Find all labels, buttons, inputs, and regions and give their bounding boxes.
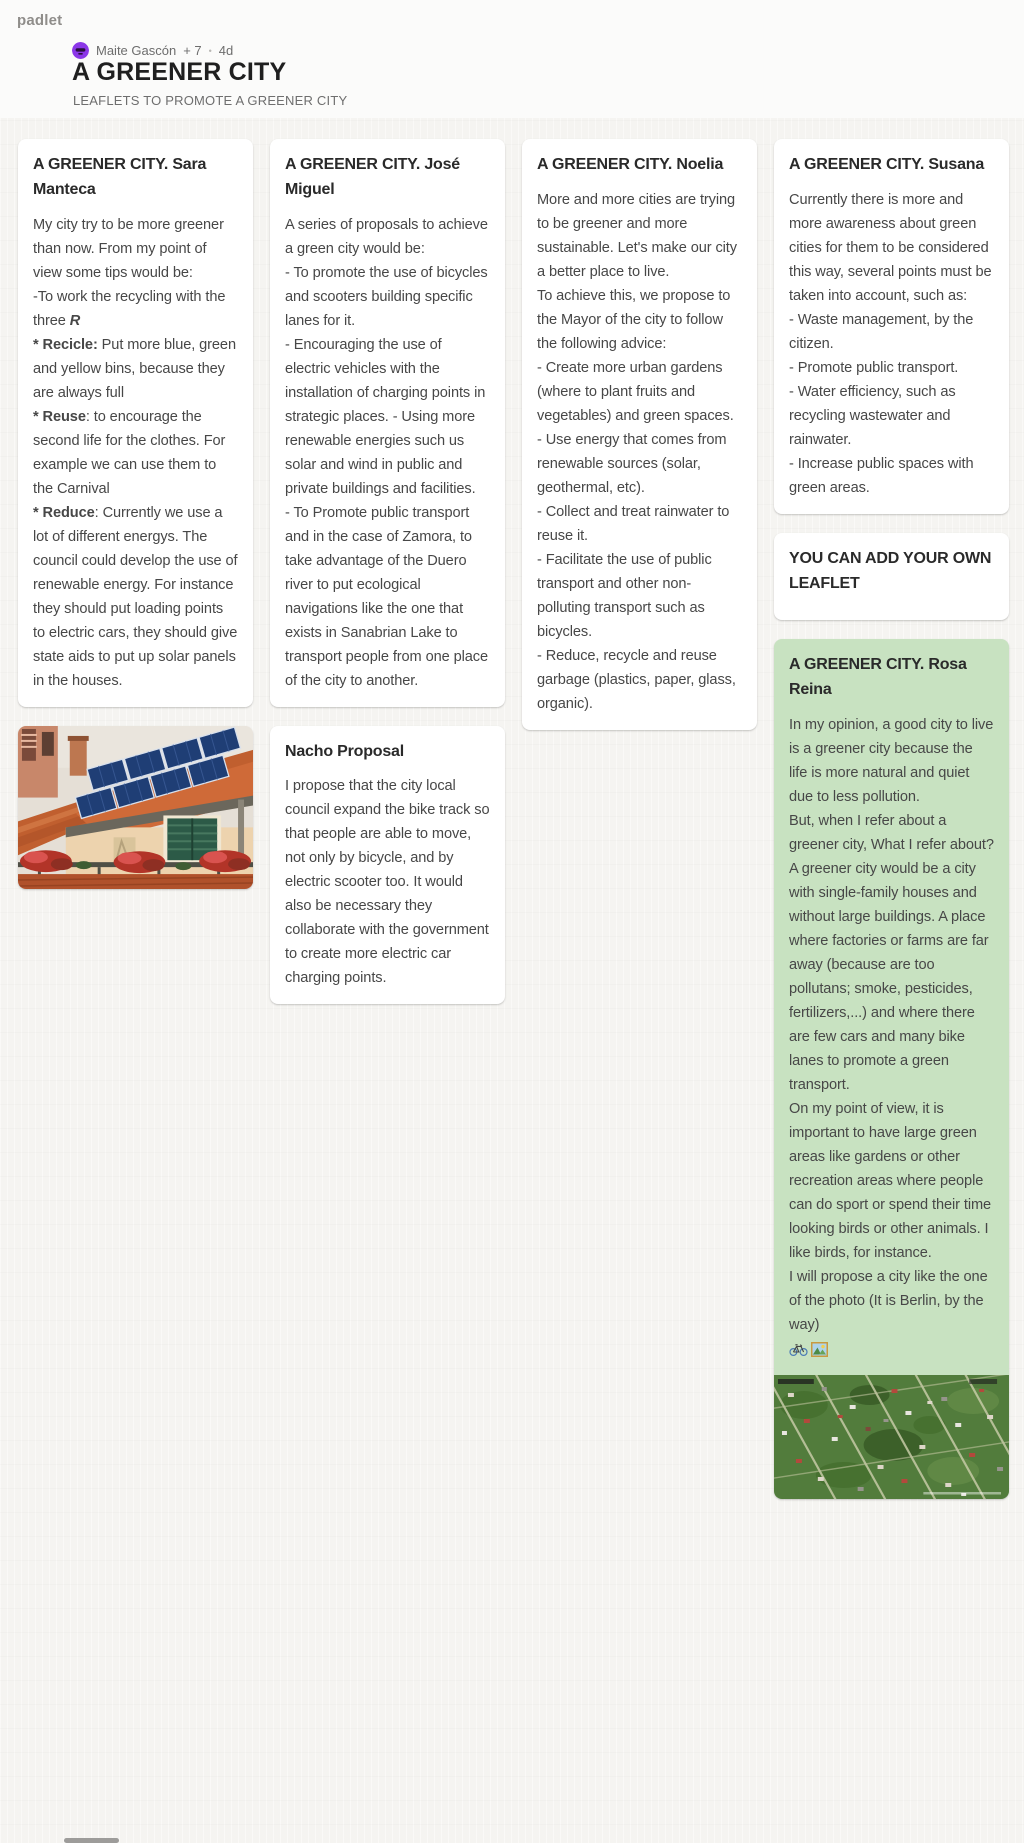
post-title: Nacho Proposal <box>285 742 405 760</box>
author-name[interactable]: Maite Gascón <box>96 43 177 58</box>
post-body: My city try to be more greener than now. From my point of view some tips would be: -To work the recycling with the three R * Recicle: Put more blue, green and yellow bins, because they are always full * Reuse: to encourage the second life for the clothes. For example we can use them to the Carnival * Reduce: Currently we use a lot of different energys. The council could develop the use of renewable energy. For instance they should put loading points to electric cars, they should give state aids to put up solar panels in the houses. <box>33 216 238 689</box>
board-subtitle: LEAFLETS TO PROMOTE A GREENER CITY <box>73 93 348 108</box>
author-row <box>72 42 233 59</box>
padlet-logo[interactable]: padlet <box>17 12 63 29</box>
post-body: A series of proposals to achieve a green city would be: - To promote the use of bicycles and scooters building specific lanes for it. - Encouraging the use of electric vehicles with the installation of charging points in strategic places. - Using more renewable energies such us solar and wind in public and private buildings and facilities. - To Promote public transport and in the case of Zamora, to take advantage of the Duero river to put ecological navigations like the one that exists in Sanabrian Lake to transport people from one place of the city to another. <box>285 216 488 689</box>
post-title: YOU CAN ADD YOUR OWN LEAFLET <box>789 549 992 592</box>
post-body: In my opinion, a good city to live is a greener city because the life is more natural and quiet due to less pollution. But, when I refer about a greener city, What I refer about? A greener city would be a city with single-family houses and without large buildings. A place where factories or farms are far away (because are too pollutans; smoke, pesticides, fertilizers,...) and where there are few cars and many bike lanes to promote a green transport. On my point of view, it is important to have large green areas like gardens or other recreation areas where people can do sport or spend their time looking birds or other animals. I like birds, for instance. I will propose a city like the one of the photo (It is Berlin, by the way) <box>789 716 994 1333</box>
board-title: A GREENER CITY <box>72 58 287 86</box>
post-title: A GREENER CITY. José Miguel <box>285 156 461 198</box>
horizontal-scrollbar-thumb[interactable] <box>64 1838 119 1843</box>
board-columns <box>18 139 1009 1499</box>
contributors-count[interactable]: + 7 <box>183 43 202 58</box>
framed-landscape-icon <box>811 1342 828 1357</box>
post-jose-miguel[interactable] <box>270 139 505 707</box>
post-title: A GREENER CITY. Sara Manteca <box>33 156 207 198</box>
post-body: Currently there is more and more awareness about green cities for them to be considered this way, several points must be taken into account, such as: - Waste management, by the citizen. - Promote public transport. - Water efficiency, such as recycling wastewater and rainwater. - Increase public spaces with green areas. <box>789 191 992 496</box>
post-sara-manteca[interactable] <box>18 139 253 707</box>
post-rosa-reina[interactable] <box>774 639 1009 1499</box>
board-column <box>774 139 1009 1499</box>
post-noelia[interactable] <box>522 139 757 730</box>
post-add-your-own-leaflet[interactable] <box>774 533 1009 621</box>
post-body: I propose that the city local council expand the bike track so that people are able to move, not only by bicycle, and by electric scooter too. It would also be necessary they collaborate with the government to create more electric car charging points. <box>285 778 490 987</box>
board-column <box>18 139 253 889</box>
post-title: A GREENER CITY. Rosa Reina <box>789 656 967 699</box>
board-age: 4d <box>218 43 234 58</box>
board-column <box>270 139 505 1004</box>
bicycle-icon <box>789 1342 808 1357</box>
post-solar-photo[interactable] <box>18 726 253 889</box>
post-title: A GREENER CITY. Noelia <box>537 156 724 173</box>
solar-roof-image[interactable] <box>18 726 253 889</box>
post-title: A GREENER CITY. Susana <box>789 156 985 173</box>
dot-separator: • <box>208 45 212 56</box>
author-avatar-icon[interactable] <box>72 42 89 59</box>
post-nacho-proposal[interactable] <box>270 726 505 1005</box>
board-column <box>522 139 757 730</box>
berlin-aerial-image[interactable] <box>774 1375 1009 1499</box>
post-body: More and more cities are trying to be greener and more sustainable. Let's make our city a better place to live. To achieve this, we propose to the Mayor of the city to follow the following advice: - Create more urban gardens (where to plant fruits and vegetables) and green spaces. - Use energy that comes from renewable sources (solar, geothermal, etc). - Collect and treat rainwater to reuse it. - Facilitate the use of public transport and other non-polluting transport such as bicycles. - Reduce, recycle and reuse garbage (plastics, paper, glass, organic). <box>537 191 737 712</box>
post-susana[interactable] <box>774 139 1009 514</box>
emoji-row <box>789 1339 994 1361</box>
